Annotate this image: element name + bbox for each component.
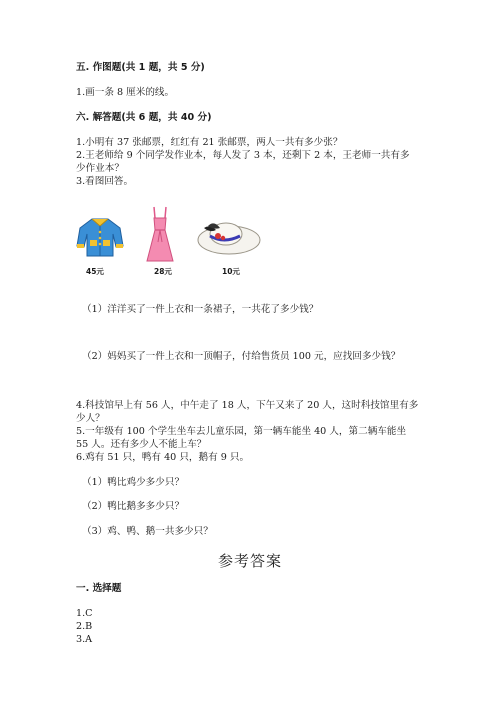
answer-2: 2.B xyxy=(76,621,93,632)
section6-heading: 六. 解答题(共 6 题，共 40 分) xyxy=(76,112,212,123)
section6-question-4-line2: 少人？ xyxy=(76,413,105,424)
dress-image xyxy=(145,206,175,262)
section6-question-6-sub1: （1）鸭比鸡少多少只？ xyxy=(82,477,185,488)
section6-question-2-line1: 2.王老师给 9 个同学发作业本，每人发了 3 本，还剩下 2 本，王老师一共有多 xyxy=(76,150,410,161)
answers-section1-heading: 一. 选择题 xyxy=(76,583,122,594)
section6-question-6-sub3: （3）鸡、鸭、鹅一共多少只？ xyxy=(82,526,213,537)
section6-question-3-sub2: （2）妈妈买了一件上衣和一顶帽子，付给售货员 100 元，应找回多少钱？ xyxy=(82,351,401,362)
section6-question-6-sub2: （2）鸭比鹅多多少只？ xyxy=(82,501,185,512)
jacket-price: 45元 xyxy=(86,267,104,276)
section5-heading: 五. 作图题(共 1 题，共 5 分) xyxy=(76,62,205,73)
answers-title: 参考答案 xyxy=(217,552,282,570)
hat-price: 10元 xyxy=(222,267,240,276)
jacket-image xyxy=(76,216,124,258)
section6-question-1: 1.小明有 37 张邮票，红红有 21 张邮票，两人一共有多少张？ xyxy=(76,137,343,148)
dress-price: 28元 xyxy=(154,267,172,276)
section6-question-5-line2: 55 人。还有多少人不能上车？ xyxy=(76,439,207,450)
answer-1: 1.C xyxy=(76,608,93,619)
section6-question-3: 3.看图回答。 xyxy=(76,176,134,187)
section6-question-6: 6.鸡有 51 只，鸭有 40 只，鹅有 9 只。 xyxy=(76,452,250,463)
section6-question-5-line1: 5.一年级有 100 个学生坐车去儿童乐园，第一辆车能坐 40 人，第二辆车能坐 xyxy=(76,426,407,437)
section5-question-1: 1.画一条 8 厘米的线。 xyxy=(76,87,175,98)
section6-question-2-line2: 少作业本？ xyxy=(76,163,124,174)
hat-image xyxy=(196,216,262,258)
section6-question-3-sub1: （1）洋洋买了一件上衣和一条裙子，一共花了多少钱？ xyxy=(82,304,319,315)
section6-question-4-line1: 4.科技馆早上有 56 人，中午走了 18 人，下午又来了 20 人，这时科技馆里有多 xyxy=(76,400,419,411)
answer-3: 3.A xyxy=(76,634,93,645)
